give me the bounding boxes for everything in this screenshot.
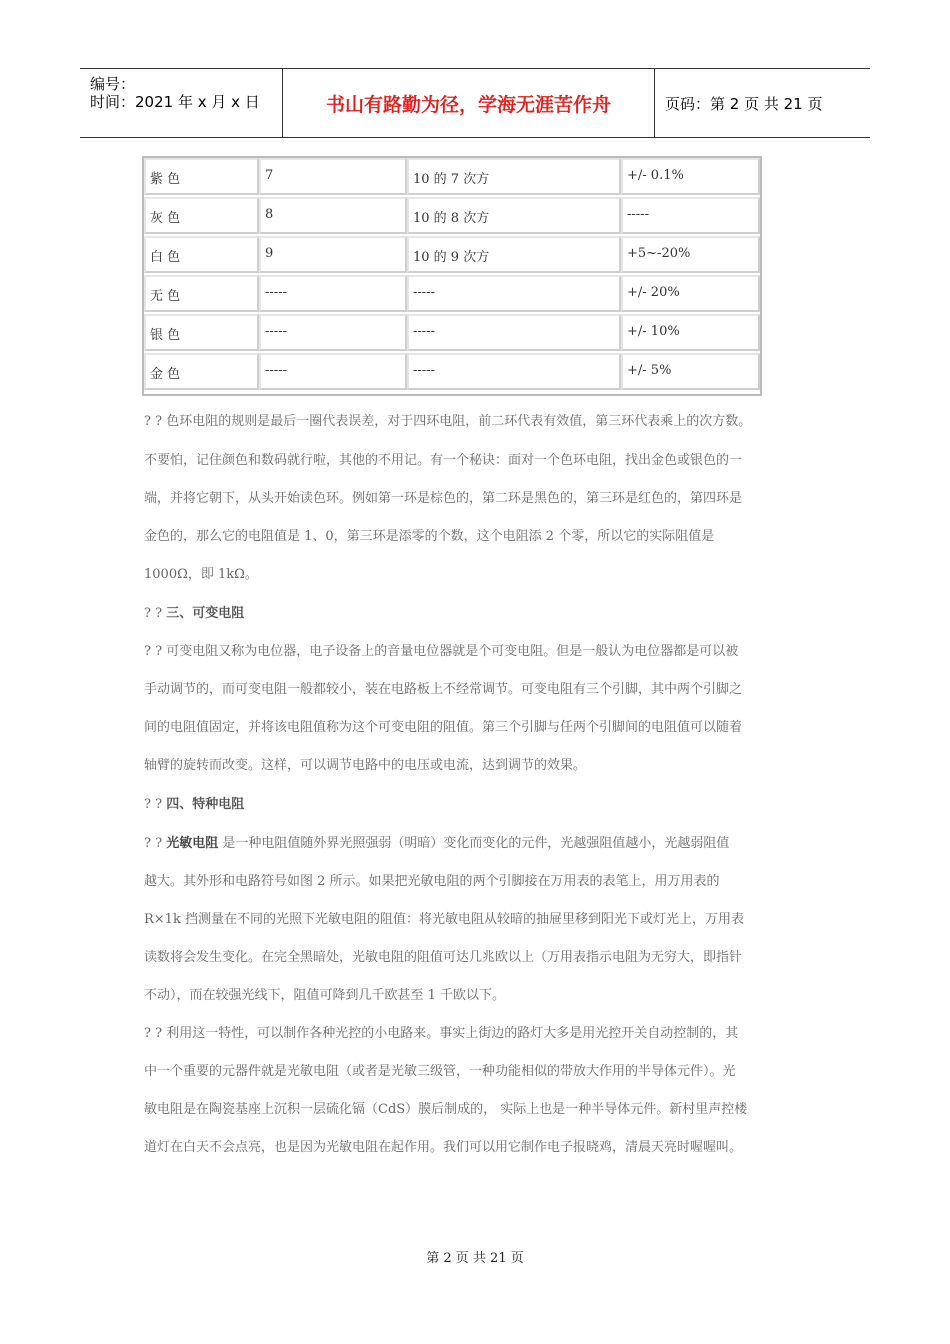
section-heading bbox=[144, 602, 244, 621]
body-text-line: 手动调节的，而可变电阻一般都较小，装在电路板上不经常调节。可变电阻有三个引脚，其中两个引脚之 bbox=[144, 682, 743, 697]
body-text-line: 不动），而在较强光线下，阻值可降到几千欧甚至 1 千欧以下。 bbox=[144, 988, 506, 1003]
heading-prefix: ? ? bbox=[144, 606, 167, 621]
table-cell: 8 bbox=[259, 197, 407, 234]
body-text-line: 不要怕，记住颜色和数码就行啦，其他的不用记。有一个秘诀：面对一个色环电阻，找出金色或银色的一 bbox=[144, 453, 743, 468]
table-cell: 金 色 bbox=[144, 353, 259, 390]
table-cell: 灰 色 bbox=[144, 197, 259, 234]
table-cell: 无 色 bbox=[144, 275, 259, 312]
body-text-line: 端，并将它朝下，从头开始读色环。例如第一环是棕色的，第二环是黑色的，第三环是红色的，第四环是 bbox=[144, 491, 743, 506]
term-photoresistor: 光敏电阻 bbox=[166, 836, 219, 851]
body-text-line: 间的电阻值固定，并将该电阻值称为这个可变电阻的阻值。第三个引脚与任两个引脚间的电阻值可以随着 bbox=[144, 720, 743, 735]
table-cell: 白 色 bbox=[144, 236, 259, 273]
body-text-line: 金色的，那么它的电阻值是 1、0，第三环是添零的个数，这个电阻添 2 个零，所以它的实际阻值是 bbox=[144, 529, 715, 544]
time-label: 时间：2021 年 x 月 x 日 bbox=[90, 93, 260, 111]
body-text-line: 越大。其外形和电路符号如图 2 所示。如果把光敏电阻的两个引脚接在万用表的表笔上，用万用表的 bbox=[144, 874, 720, 889]
header-page-info: 页码：第 2 页 共 21 页 bbox=[665, 94, 823, 113]
body-text-line: 敏电阻是在陶瓷基座上沉积一层硫化镉（CdS）膜后制成的， 实际上也是一种半导体元件。新村里声控楼 bbox=[144, 1102, 748, 1117]
section-heading bbox=[144, 793, 244, 812]
table-cell: +/- 0.1% bbox=[621, 158, 760, 195]
table-row bbox=[144, 275, 760, 314]
table-row bbox=[144, 197, 760, 236]
table-cell: ----- bbox=[621, 197, 760, 234]
table-cell: +/- 10% bbox=[621, 314, 760, 351]
table-cell: +/- 20% bbox=[621, 275, 760, 312]
table-cell: 紫 色 bbox=[144, 158, 259, 195]
table-cell: 7 bbox=[259, 158, 407, 195]
body-text-line: 道灯在白天不会点亮，也是因为光敏电阻在起作用。我们可以用它制作电子报晓鸡，清晨天亮时喔喔叫。 bbox=[144, 1140, 743, 1155]
table-cell: ----- bbox=[259, 353, 407, 390]
body-text-line: ? ? 可变电阻又称为电位器，电子设备上的音量电位器就是个可变电阻。但是一般认为电位器都是可以被 bbox=[144, 644, 739, 659]
header-motto: 书山有路勤为径，学海无涯苦作舟 bbox=[325, 93, 611, 116]
table-cell: ----- bbox=[259, 275, 407, 312]
body-text-line: 中一个重要的元器件就是光敏电阻（或者是光敏三级管，一种功能相似的带放大作用的半导体元件）。光 bbox=[144, 1064, 736, 1079]
table-row bbox=[144, 236, 760, 275]
header-divider bbox=[654, 69, 655, 137]
page-footer: 第 2 页 共 21 页 bbox=[426, 1251, 524, 1266]
heading-prefix: ? ? bbox=[144, 797, 167, 812]
body-text-line: 轴臂的旋转而改变。这样，可以调节电路中的电压或电流，达到调节的效果。 bbox=[144, 758, 587, 773]
heading-text: 四、特种电阻 bbox=[166, 797, 245, 812]
table-cell: 9 bbox=[259, 236, 407, 273]
table-cell: +5~-20% bbox=[621, 236, 760, 273]
table-cell: 10 的 9 次方 bbox=[407, 236, 621, 273]
table-cell: 10 的 8 次方 bbox=[407, 197, 621, 234]
serial-label: 编号： bbox=[90, 75, 136, 93]
body-text-line: 读数将会发生变化。在完全黑暗处，光敏电阻的阻值可达几兆欧以上（万用表指示电阻为无穷大，即指针 bbox=[144, 950, 743, 965]
table-cell: +/- 5% bbox=[621, 353, 760, 390]
body-text-line: 1000Ω，即 1kΩ。 bbox=[144, 567, 258, 582]
body-text-line: ? ? 色环电阻的规则是最后一圈代表误差，对于四环电阻，前二环代表有效值，第三环代表乘上的次方数。 bbox=[144, 414, 752, 429]
body-text-line bbox=[144, 832, 729, 851]
page-header bbox=[80, 68, 870, 138]
table-cell: ----- bbox=[407, 353, 621, 390]
table-row bbox=[144, 158, 760, 197]
heading-text: 三、可变电阻 bbox=[166, 606, 245, 621]
table-cell: ----- bbox=[407, 275, 621, 312]
line-rest: 是一种电阻值随外界光照强弱（明暗）变化而变化的元件，光越强阻值越小，光越弱阻值 bbox=[218, 836, 730, 851]
body-text-line: ? ? 利用这一特性，可以制作各种光控的小电路来。事实上街边的路灯大多是用光控开关自动控制的，其 bbox=[144, 1026, 739, 1041]
table-cell: 银 色 bbox=[144, 314, 259, 351]
body-text-line: R×1k 挡测量在不同的光照下光敏电阻的阻值：将光敏电阻从较暗的抽屉里移到阳光下或灯光上，万用表 bbox=[144, 912, 744, 927]
table-row bbox=[144, 314, 760, 353]
color-code-table bbox=[142, 156, 762, 396]
table-cell: 10 的 7 次方 bbox=[407, 158, 621, 195]
table-cell: ----- bbox=[259, 314, 407, 351]
table-row bbox=[144, 353, 760, 392]
line-prefix: ? ? bbox=[144, 836, 167, 851]
table-cell: ----- bbox=[407, 314, 621, 351]
header-meta bbox=[80, 69, 282, 137]
